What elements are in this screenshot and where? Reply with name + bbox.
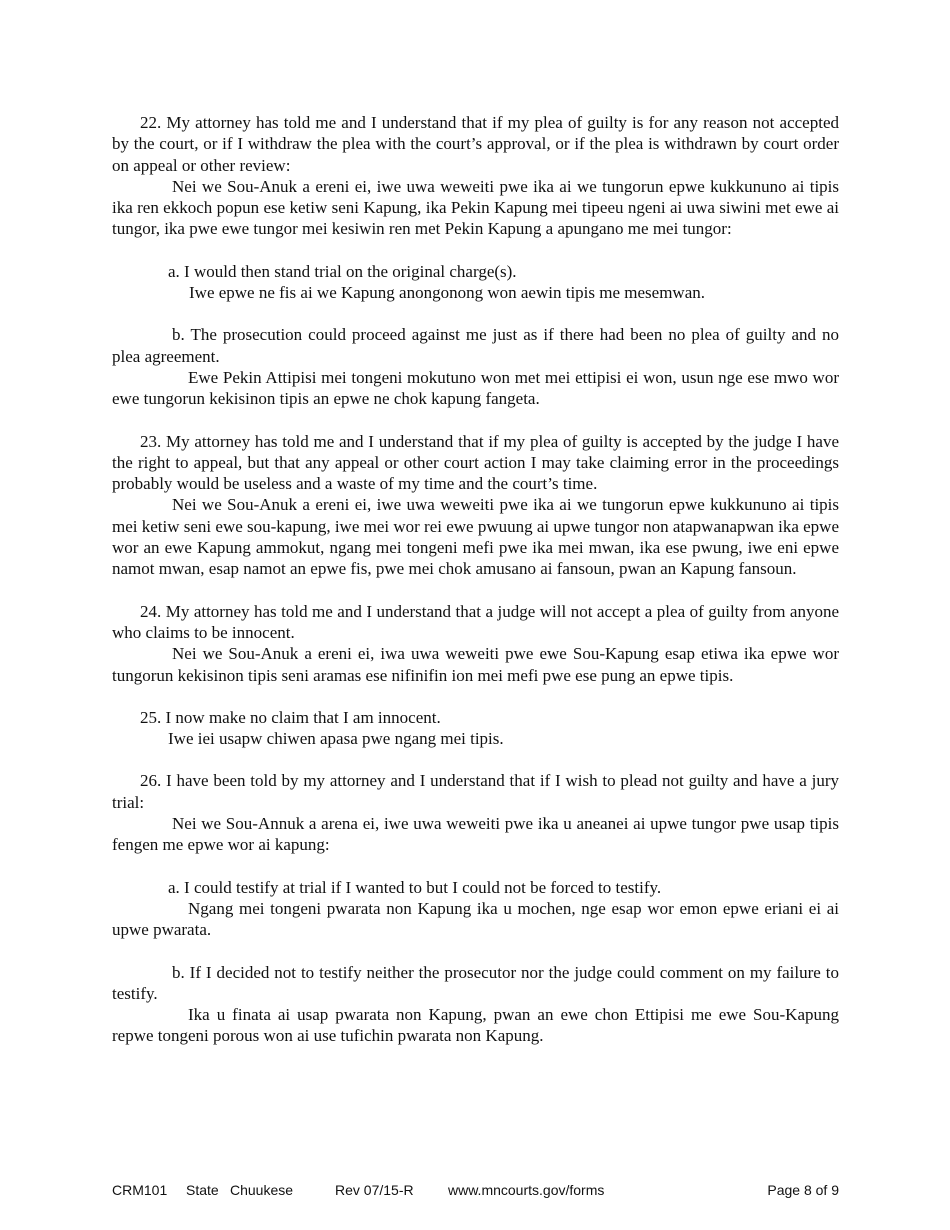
paragraph-25-chuukese: Iwe iei usapw chiwen apasa pwe ngang mei tipis. (168, 729, 504, 749)
item-26a-english: a. I could testify at trial if I wanted to but I could not be forced to testify. (168, 877, 662, 897)
paragraph-25-english: 25. I now make no claim that I am innocent. (140, 707, 441, 727)
footer-state: State (186, 1182, 219, 1198)
paragraph-26-english: 26. I have been told by my attorney and I understand that if I wish to plead not guilty and have a jury trial: (112, 771, 839, 812)
paragraph-22-chuukese: Nei we Sou-Anuk a ereni ei, iwe uwa weweiti pwe ika ai we tungorun epwe kukkununo ai tipis ika ren ekkoch popun ese ketiw seni Kapung, ika Pekin Kapung mei tipeeu ngeni ai uwa siwini met ewe ai tungor, ika pwe ewe tungor mei kesiwin ren met Pekin Kapung a apungano me mei tungor: (112, 176, 839, 239)
item-22b-chuukese: Ewe Pekin Attipisi mei tongeni mokutuno won met mei ettipisi ei won, usun nge ese mwo wor ewe tungorun kekisinon tipis an epwe ne chok kapung fangeta. (112, 367, 839, 409)
item-22a-english: a. I would then stand trial on the original charge(s). (168, 261, 517, 281)
paragraph-23-chuukese: Nei we Sou-Anuk a ereni ei, iwe uwa weweiti pwe ika ai we tungorun epwe kukkununo ai tipis mei ketiw seni ewe sou-kapung, iwe mei wor rei ewe pwuung ai upwe tungor non atapwanapwan ika epwe wor an ewe Kapung ammokut, ngang mei tongeni mefi pwe ika mei mwan, ika ese pwung, iwe eni epwe namot mwan, esap namot an epwe fis, pwe mei chok amusano ai fansoun, pwan an Kapung fansoun. (112, 495, 839, 579)
item-22b-english: b. The prosecution could proceed against me just as if there had been no plea of guilty and no plea agreement. (112, 325, 839, 366)
document-body (112, 112, 839, 1047)
page-footer (112, 1180, 839, 1198)
footer-forms-url: www.mncourts.gov/forms (448, 1182, 605, 1198)
paragraph-23-english: 23. My attorney has told me and I understand that if my plea of guilty is accepted by the judge I have the right to appeal, but that any appeal or other court action I may take claiming error in the proceedings probably would be useless and a waste of my time and the court’s time. (112, 431, 839, 494)
item-26a-chuukese: Ngang mei tongeni pwarata non Kapung ika u mochen, nge esap wor emon epwe eriani ei ai upwe pwarata. (112, 898, 839, 940)
paragraph-24-chuukese: Nei we Sou-Anuk a ereni ei, iwa uwa weweiti pwe ewe Sou-Kapung esap etiwa ika epwe wor tungorun kekisinon tipis seni aramas ese nifinifin ion mei mefi pwe ese pung an epwe tipis. (112, 644, 839, 685)
paragraph-22-english: 22. My attorney has told me and I understand that if my plea of guilty is for any reason not accepted by the court, or if I withdraw the plea with the court’s approval, or if the plea is withdrawn by court order on appeal or other review: (112, 113, 839, 175)
item-22a-chuukese: Iwe epwe ne fis ai we Kapung anongonong won aewin tipis me mesemwan. (189, 283, 706, 303)
paragraph-26-chuukese: Nei we Sou-Annuk a arena ei, iwe uwa weweiti pwe ika u aneanei ai upwe tungor pwe usap tipis fengen me epwe wor ai kapung: (112, 814, 839, 855)
footer-revision: Rev 07/15-R (335, 1182, 414, 1198)
footer-form-number: CRM101 (112, 1182, 168, 1198)
footer-language: Chuukese (230, 1182, 294, 1198)
footer-page-number: Page 8 of 9 (767, 1182, 839, 1198)
item-26b-chuukese: Ika u finata ai usap pwarata non Kapung, pwan an ewe chon Ettipisi me ewe Sou-Kapung repwe tongeni porous won ai use tufichin pwarata non Kapung. (112, 1005, 839, 1046)
paragraph-24-english: 24. My attorney has told me and I understand that a judge will not accept a plea of guilty from anyone who claims to be innocent. (112, 601, 839, 642)
item-26b-english: b. If I decided not to testify neither the prosecutor nor the judge could comment on my failure to testify. (112, 962, 839, 1003)
